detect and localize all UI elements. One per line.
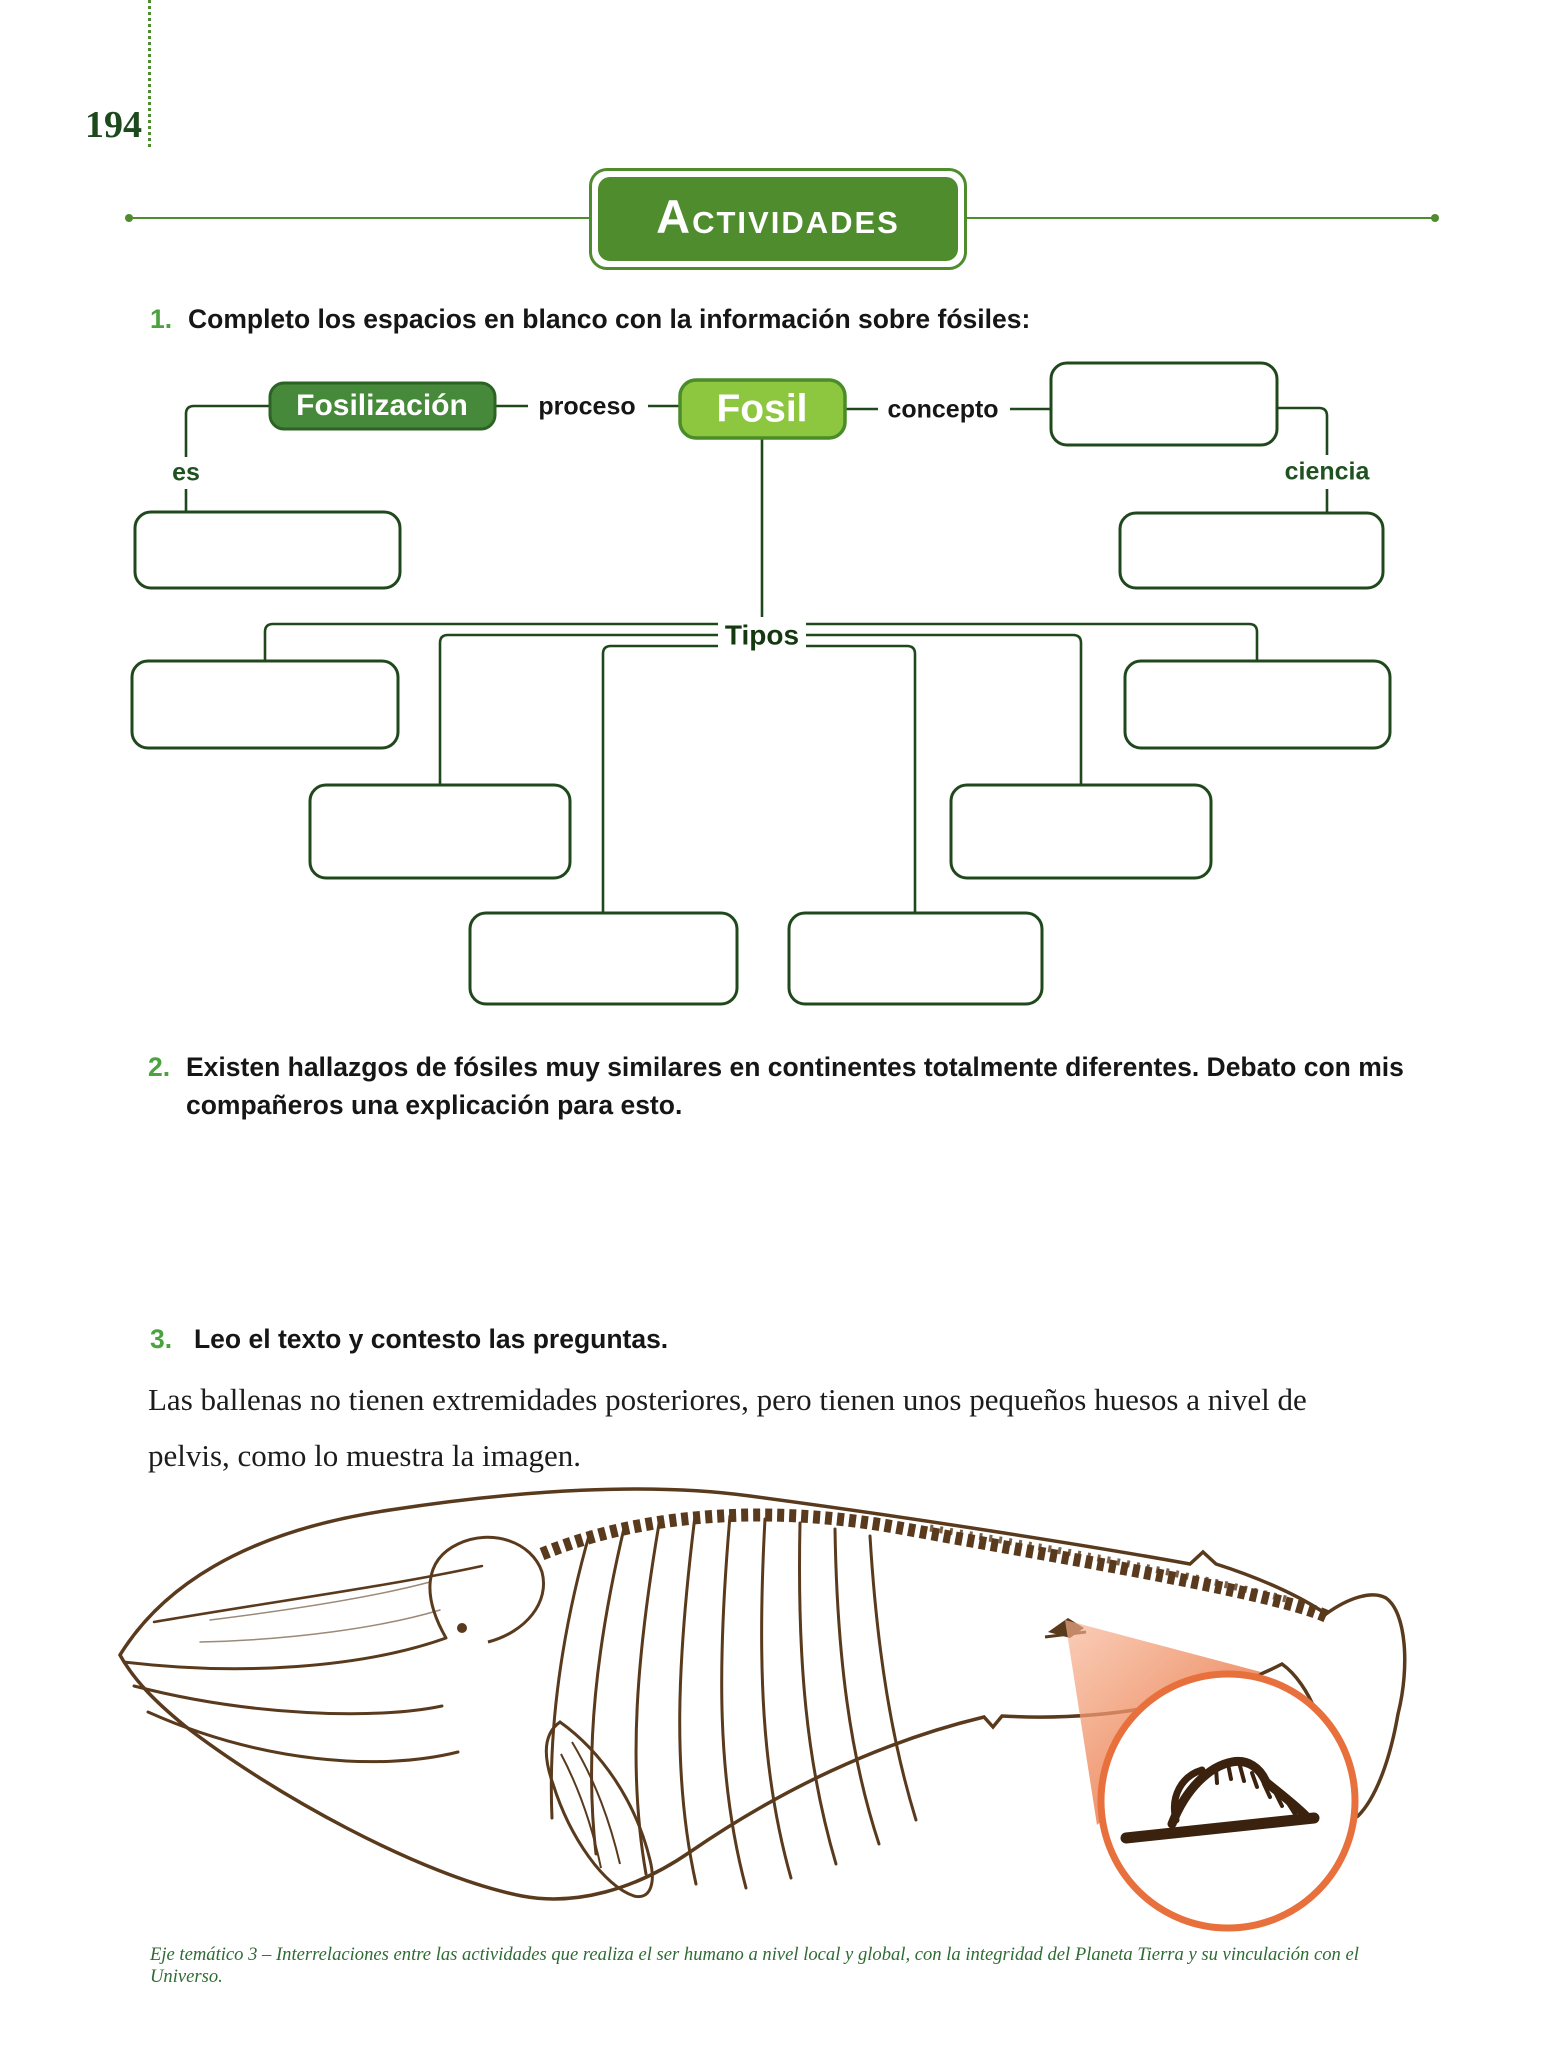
blank-box-tipo-5[interactable] <box>470 913 737 1004</box>
whale-skeleton-illustration <box>90 1470 1480 1940</box>
whale-ribs <box>551 1516 916 1888</box>
node-fosil-label: Fosil <box>716 387 808 431</box>
reading-paragraph: Las ballenas no tienen extremidades posteriores, pero tienen unos pequeños huesos a nivel de pelvis, como lo muestra la imagen. <box>148 1382 1307 1474</box>
blank-box-es[interactable] <box>135 512 400 588</box>
activity-2 <box>148 1048 1478 1125</box>
activity-1-number: 1. <box>150 304 173 334</box>
blank-box-tipo-6[interactable] <box>789 913 1042 1004</box>
node-tipos-label: Tipos <box>724 619 800 651</box>
activity-1 <box>150 300 1350 338</box>
activities-badge <box>589 168 967 270</box>
edge-label-es: es <box>172 458 200 487</box>
whale-eye <box>457 1623 467 1633</box>
whale-skull <box>430 1537 544 1642</box>
blank-box-tipo-1[interactable] <box>132 661 398 748</box>
page-number: 194 <box>85 104 142 146</box>
magnifier-circle <box>1101 1674 1355 1928</box>
activity-3-text: Leo el texto y contesto las preguntas. <box>194 1324 669 1354</box>
blank-box-tipo-2[interactable] <box>1125 661 1390 748</box>
blank-box-ciencia[interactable] <box>1120 513 1383 588</box>
edge-label-proceso: proceso <box>538 392 636 421</box>
edge-label-ciencia: ciencia <box>1284 457 1370 486</box>
activity-1-text: Completo los espacios en blanco con la información sobre fósiles: <box>188 304 1031 334</box>
whale-spine <box>542 1515 1330 1618</box>
blank-box-concepto[interactable] <box>1051 363 1277 445</box>
activity-2-text: Existen hallazgos de fósiles muy similares en continentes totalmente diferentes. Debato con mis compañeros una explicación para esto. <box>186 1052 1404 1121</box>
activity-2-number: 2. <box>148 1052 171 1082</box>
blank-box-tipo-3[interactable] <box>310 785 570 878</box>
node-fosilizacion-label: Fosilización <box>296 388 468 422</box>
activity-3 <box>150 1320 1350 1358</box>
activities-title: ACTIVIDADES <box>598 177 958 261</box>
fossil-concept-map <box>100 355 1440 1015</box>
footer-text: Eje temático 3 – Interrelaciones entre las actividades que realiza el ser humano a nivel local y global, con la integridad del Planeta Tierra y su vinculación con el Universo. <box>150 1944 1359 1987</box>
activity-3-number: 3. <box>150 1324 173 1354</box>
blank-box-tipo-4[interactable] <box>951 785 1211 878</box>
margin-dotted-line <box>148 0 151 147</box>
edge-label-concepto: concepto <box>887 395 999 424</box>
